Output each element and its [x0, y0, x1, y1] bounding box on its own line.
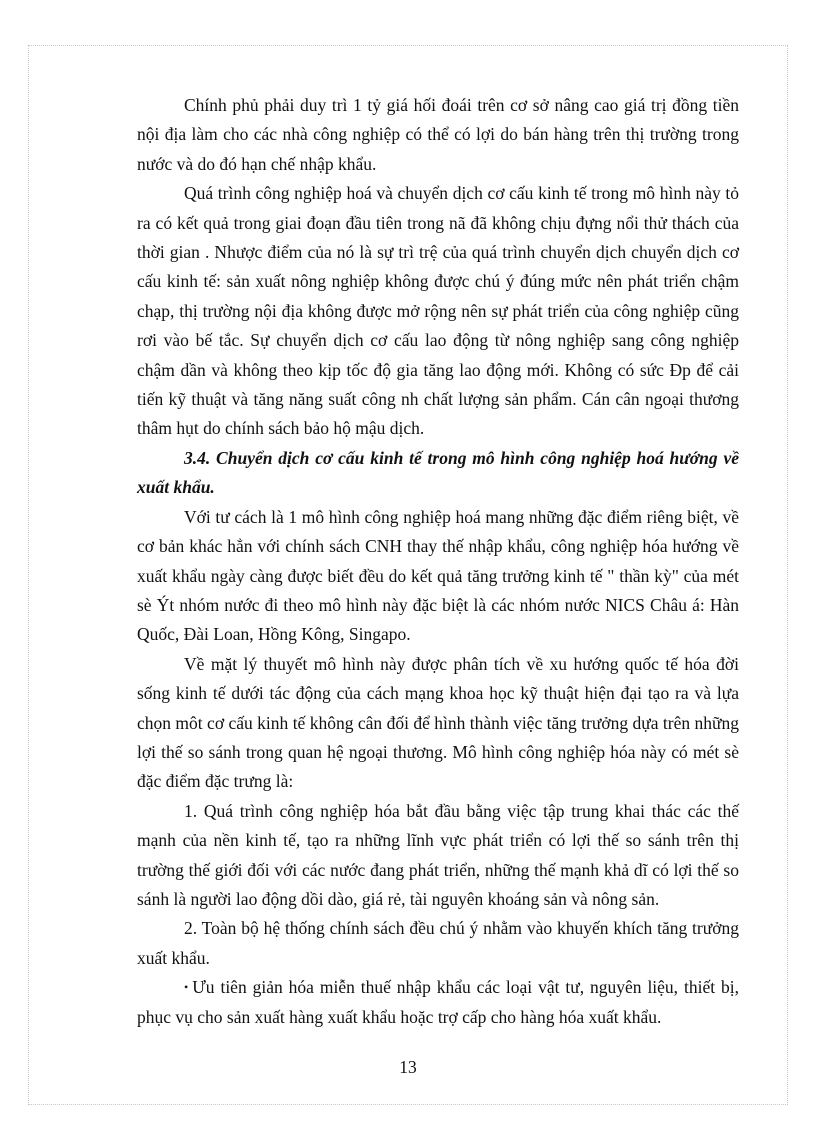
list-item-1: 1. Quá trình công nghiệp hóa bắt đầu bằng việc tập trung khai thác các thế mạnh của nền kinh tế, tạo ra những lĩnh vực phát triển có lợi thế so sánh trên thị trường thế giới đối với các nước đang phát triển, những thế mạnh khả dĩ có lợi thế so sánh là người lao động dồi dào, giá rẻ, tài nguyên khoáng sản và nông sản. [137, 800, 739, 909]
paragraph-export-model-intro: Với tư cách là 1 mô hình công nghiệp hoá mang những đặc điểm riêng biệt, về cơ bản khác hẳn với chính sách CNH thay thế nhập khẩu, công nghiệp hóa hướng về xuất khẩu ngày càng được biết đều do kết quả tăng trưởng kinh tế " thần kỳ" của mét sè Ýt nhóm nước đi theo mô hình này đặc biệt là các nhóm nước NICS Châu á: Hàn Quốc, Đài Loan, Hồng Kông, Singapo. [137, 506, 739, 645]
document-body [137, 91, 739, 1032]
page-number: 13 [399, 1057, 417, 1077]
paragraph-import-substitution-result: Quá trình công nghiệp hoá và chuyển dịch cơ cấu kinh tế trong mô hình này tỏ ra có kết quả trong giai đoạn đầu tiên trong nã đã không chịu đựng nổi thử thách của thời gian . Nhược điểm của nó là sự trì trệ của quá trình chuyển dịch chuyển dịch cơ cấu kinh tế: sản xuất nông nghiệp không được chú ý đúng mức nên phát triển chậm chạp, thị trường nội địa không được mở rộng nên sự phát triển của công nghiệp cũng rơi vào bế tắc. Sự chuyển dịch cơ cấu lao động từ nông nghiệp sang công nghiệp chậm dần và không theo kịp tốc độ gia tăng lao động mới. Không có sức Đp để cải tiến kỹ thuật và tăng năng suất công nh chất lượng sản phẩm. Cán cân ngoại thương thâm hụt do chính sách bảo hộ mậu dịch. [137, 183, 739, 439]
paragraph-exchange-rate: Chính phủ phải duy trì 1 tỷ giá hối đoái trên cơ sở nâng cao giá trị đồng tiền nội địa làm cho các nhà công nghiệp có thể có lợi do bán hàng trên thị trường trong nước và do đó hạn chế nhập khẩu. [137, 95, 739, 174]
bullet-item [137, 973, 739, 1032]
list-item-2: 2. Toàn bộ hệ thống chính sách đều chú ý nhằm vào khuyến khích tăng trưởng xuất khẩu. [137, 918, 739, 968]
bullet-item-text: Ưu tiên giản hóa miễn thuế nhập khẩu các loại vật tư, nguyên liệu, thiết bị, phục vụ cho sản xuất hàng xuất khẩu hoặc trợ cấp cho hàng hóa xuất khẩu. [137, 977, 739, 1027]
bullet-icon: • [184, 980, 189, 995]
paragraph-export-model-theory: Về mặt lý thuyết mô hình này được phân tích về xu hướng quốc tế hóa đời sống kinh tế dưới tác động của cách mạng khoa học kỹ thuật hiện đại tạo ra và lựa chọn môt cơ cấu kinh tế không cân đối để hình thành việc tăng trưởng dựa trên những lợi thế so sánh trong quan hệ ngoại thương. Mô hình công nghiệp hóa này có mét sè đặc điểm đặc trưng là: [137, 653, 739, 792]
section-heading-3-4: 3.4. Chuyển dịch cơ cấu kinh tế trong mô hình công nghiệp hoá hướng về xuất khẩu. [137, 447, 739, 498]
